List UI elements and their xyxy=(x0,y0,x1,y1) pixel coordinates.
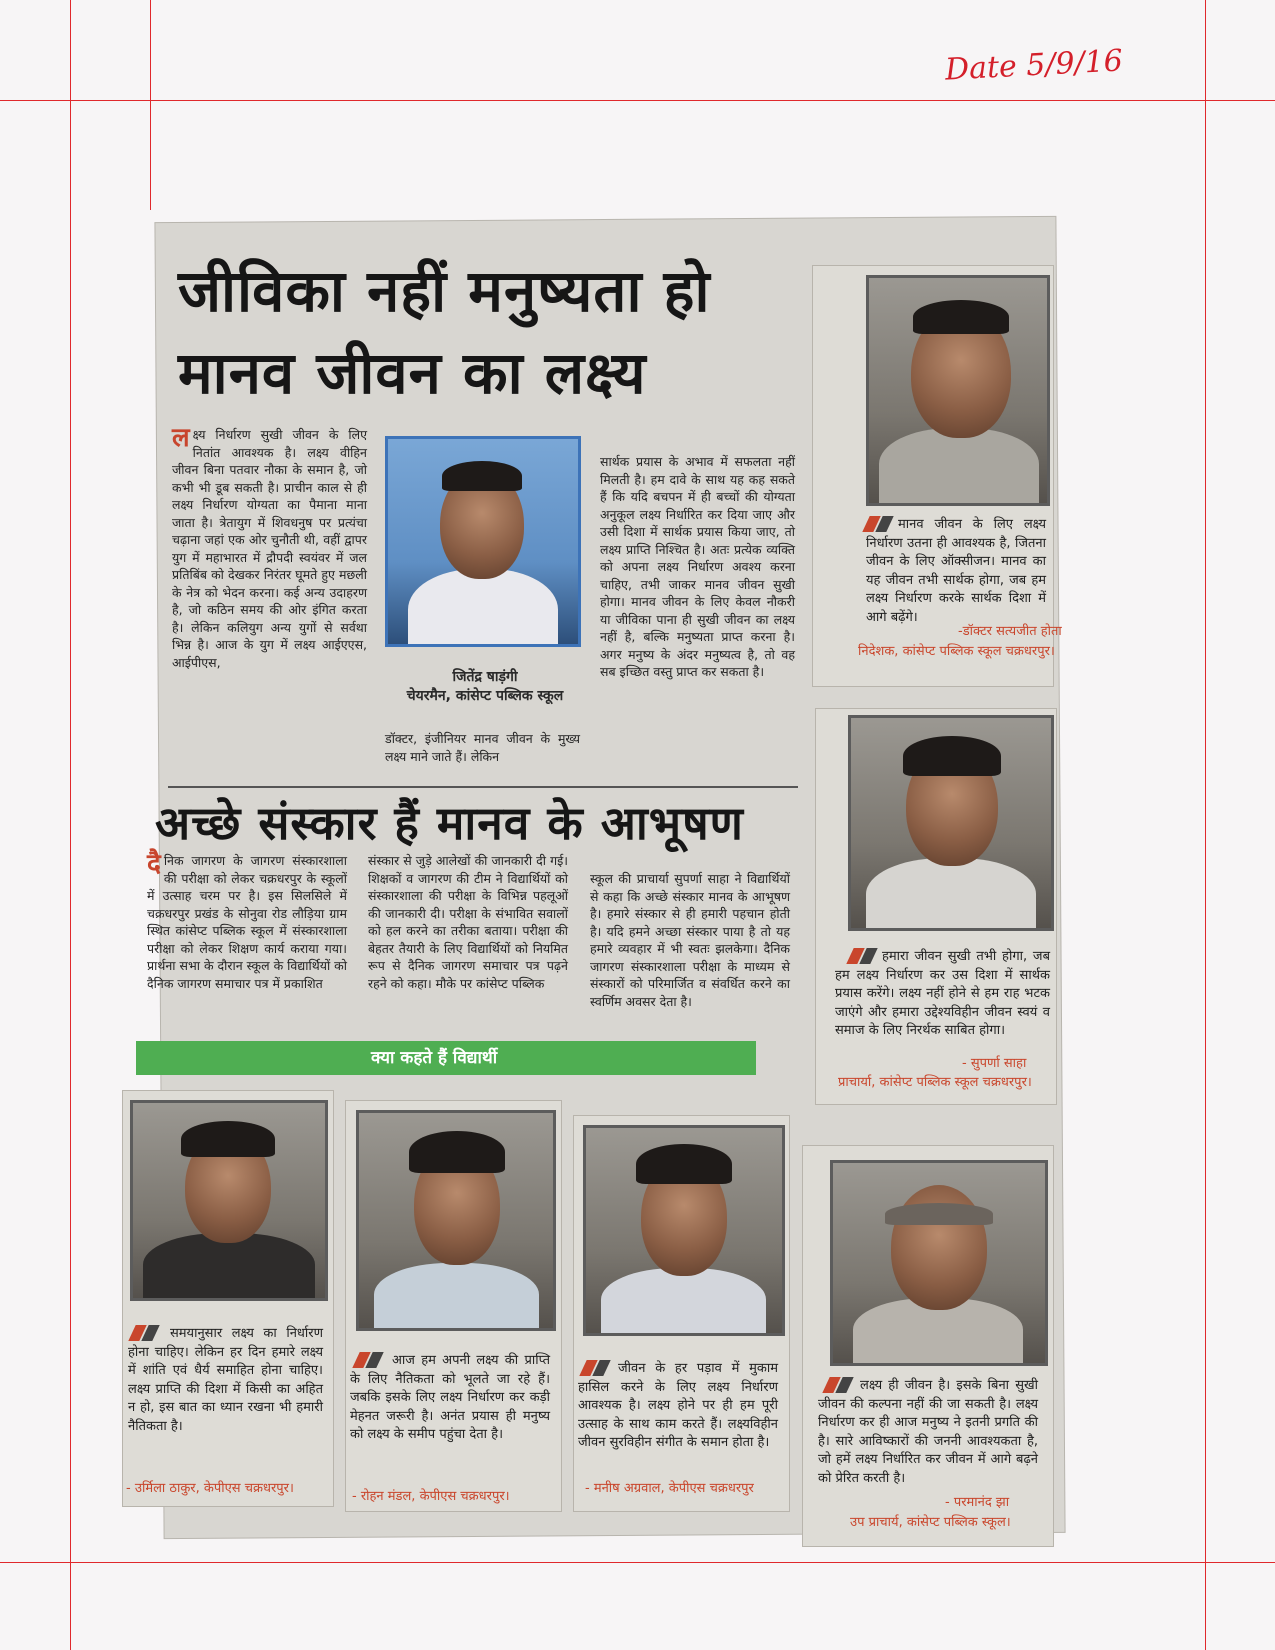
student-photo-1-uniform xyxy=(143,1233,315,1301)
student-quote-3-text: जीवन के हर पड़ाव में मुकाम हासिल करने के लिए लक्ष्य निर्धारण आवश्यक है। लक्ष्य होने पर ही हम पूरी उत्साह के साथ काम करते हैं। लक्ष्यविहीन जीवन सुरविहीन संगीत के समान होता है। xyxy=(578,1361,778,1450)
article1-col1-text: क्ष्य निर्धारण सुखी जीवन के लिए नितांत आवश्यक है। लक्ष्य वीहिन जीवन बिना पतवार नौका के समान है, जो कभी भी डूब सकती है। प्राचीन काल से ही लक्ष्य निर्धारण योग्यता का पैमाना माना जाता है। त्रेतायुग में शिवधनुष पर प्रत्यंचा चढ़ाना जहां एक ओर चुनौती थी, वहीं द्वापर युग में महाभारत में द्रौपदी स्वयंवर में जल प्रतिबिंब को देखकर निरंतर घूमते हुए मछली के नेत्र को भेदन करना। कई अन्य उदाहरण है, जो कठिन समय की ओर इंगित करता है। लेकिन कलियुग अन्य युगों से सर्वथा भिन्न है। आज के युग में लक्ष्य आईएएस, आईपीएस, xyxy=(172,427,367,670)
side-quote-2-text: हमारा जीवन सुखी तभी होगा, जब हम लक्ष्य निर्धारण कर उस दिशा में सार्थक प्रयास करेंगे। लक्ष्य नहीं होने से हम राह भटक जाएंगे और हमारा उद्देश्यविहीन जीवन स्वयं व समाज के लिए निरर्थक साबित होगा। xyxy=(835,949,1050,1038)
side-photo-3-hair xyxy=(885,1203,993,1225)
chairman-shirt xyxy=(408,569,558,647)
article1-column-3: सार्थक प्रयास के अभाव में सफलता नहीं मिलती है। हम दावे के साथ यह कह सकते हैं कि यदि बचपन में ही बच्चों की योग्यता अनुकूल लक्ष्य निर्धारित कर दिया जाए और उसी दिशा में सार्थक प्रयास किया जाए, तो लक्ष्य प्राप्ति निश्चित है। अतः प्रत्येक व्यक्ति को अपना लक्ष्य निर्धारण अवश्य करना चाहिए, तभी जाकर मानव जीवन सुखी होगा। मानव जीवन के लिए केवल नौकरी या जीविका पाना ही सुखी जीवन का लक्ष्य नहीं है, बल्कि मनुष्यता प्राप्त करना है। अगर मनुष्य के अंदर मनुष्यत्व है, तो वह सब इच्छित वस्तु प्राप्त कर सकता है। xyxy=(600,454,795,679)
chairman-caption xyxy=(385,668,585,706)
chairman-title: चेयरमैन, कांसेप्ट पब्लिक स्कूल xyxy=(406,688,564,704)
side-photo-2 xyxy=(848,715,1054,931)
margin-line-left xyxy=(70,0,71,1650)
side-photo-1 xyxy=(866,275,1050,506)
article2-column-3: स्कूल की प्राचार्या सुपर्णा साहा ने विद्यार्थियों से कहा कि अच्छे संस्कार मानव के आभूषण है। हमारे संस्कार से ही हमारी पहचान होती है। यदि हमने अच्छा संस्कार पाया है तो यह हमारे व्यवहार में भी स्वतः झलकेगा। दैनिक जागरण संस्कारशाला परीक्षा के माध्यम से संस्कारों को परिमार्जित व संवर्धित करने का स्वर्णिम अवसर देता है। xyxy=(590,871,790,1009)
chairman-name: जितेंद्र षाड़ंगी xyxy=(452,669,518,685)
student-photo-2-hair xyxy=(409,1131,505,1173)
student-photo-1-hair xyxy=(181,1121,275,1157)
article1-headline-line2: मानव जीवन का लक्ष्य xyxy=(178,339,647,407)
side-quote-1-name: -डॉक्टर सत्यजीत होता xyxy=(958,624,1062,639)
side-quote-2-name: - सुपर्णा साहा xyxy=(962,1056,1027,1071)
article1-dropcap: ल xyxy=(172,423,190,453)
side-quote-1-title: निदेशक, कांसेप्ट पब्लिक स्कूल चक्रधरपुर। xyxy=(858,644,1055,659)
student-photo-2 xyxy=(356,1110,556,1331)
handwritten-date: Date 5/9/16 xyxy=(944,43,1124,88)
article2-col1-text: निक जागरण के जागरण संस्कारशाला की परीक्षा को लेकर चक्रधरपुर के स्कूलों में उत्साह चरम पर है। इस सिलसिले में चक्रधरपुर प्रखंड के सोनुवा रोड लौड़िया ग्राम स्थित कांसेप्ट पब्लिक स्कूल में संस्कारशाला परीक्षा को लेकर शिक्षण कार्य कराया गया। प्रार्थना सभा के दौरान स्कूल के विद्यार्थियों को दैनिक जागरण समाचार पत्र में प्रकाशित xyxy=(147,853,347,991)
article2-dropcap: दै xyxy=(147,849,161,879)
article1-headline-line1: जीविका नहीं मनुष्यता हो xyxy=(178,257,711,325)
margin-line-right xyxy=(1205,0,1206,1650)
article2-column-1 xyxy=(147,849,347,992)
student-quote-2-attribution: - रोहन मंडल, केपीएस चक्रधरपुर। xyxy=(352,1489,510,1504)
student-photo-1 xyxy=(130,1100,328,1301)
side-photo-2-clothes xyxy=(866,858,1036,931)
side-quote-3-title: उप प्राचार्य, कांसेप्ट पब्लिक स्कूल। xyxy=(850,1515,1011,1530)
student-photo-3 xyxy=(583,1125,785,1336)
chairman-hair xyxy=(442,461,522,491)
side-quote-1-text: मानव जीवन के लिए लक्ष्य निर्धारण उतना ही आवश्यक है, जितना जीवन के लिए ऑक्सीजन। मानव का यह जीवन तभी सार्थक होगा, जब हम लक्ष्य निर्धारण करके सार्थक दिशा में आगे बढ़ेंगे। xyxy=(866,517,1046,625)
article2-headline: अच्छे संस्कार हैं मानव के आभूषण xyxy=(155,796,744,850)
student-quote-2-text: आज हम अपनी लक्ष्य की प्राप्ति के लिए नैतिकता को भूलते जा रहे हैं। जबकि इसके लिए लक्ष्य निर्धारण कर कड़ी मेहनत जरूरी है। अनंत प्रयास ही मनुष्य को लक्ष्य के समीप पहुंचा देता है। xyxy=(350,1353,550,1442)
student-photo-3-shirt xyxy=(601,1268,766,1336)
student-quote-3-attribution: - मनीष अग्रवाल, केपीएस चक्रधरपुर xyxy=(585,1481,754,1496)
side-quote-3-text: लक्ष्य ही जीवन है। इसके बिना सुखी जीवन की कल्पना नहीं की जा सकती है। लक्ष्य निर्धारण कर ही आज मनुष्य ने इतनी प्रगति की है। सारे आविष्कारों की जननी आवश्यकता है, जो हमें लक्ष्य निर्धारित कर जीवन में आगे बढ़ने को प्रेरित करती है। xyxy=(818,1378,1038,1486)
side-photo-3 xyxy=(830,1160,1048,1366)
side-quote-3-name: - परमानंद झा xyxy=(945,1495,1010,1510)
article1-column-2: डॉक्टर, इंजीनियर मानव जीवन के मुख्य लक्ष्य माने जाते हैं। लेकिन xyxy=(385,731,580,764)
side-photo-1-shirt xyxy=(879,428,1039,506)
margin-line-bottom xyxy=(0,1562,1275,1563)
students-section-banner xyxy=(136,1041,756,1075)
student-photo-2-shirt xyxy=(374,1263,539,1331)
article1-column-1 xyxy=(172,423,367,671)
article-divider xyxy=(168,786,798,788)
student-quote-1-attribution: - उर्मिला ठाकुर, केपीएस चक्रधरपुर। xyxy=(126,1481,294,1496)
article2-column-2: संस्कार से जुड़े आलेखों की जानकारी दी गई। शिक्षकों व जागरण की टीम ने विद्यार्थियों को संस्कारशाला की परीक्षा के विभिन्न पहलूओं की जानकारी दी। परीक्षा के संभावित सवालों को हल करने का तरीका बताया। परीक्षा की बेहतर तैयारी के लिए विद्यार्थियों को नियमित रूप से दैनिक जागरण समाचार पत्र पढ़ने रहने को कहा। मौके पर कांसेप्ट पब्लिक xyxy=(368,853,568,991)
margin-line-left-outer xyxy=(150,0,151,210)
chairman-photo xyxy=(385,436,581,647)
side-quote-2-title: प्राचार्या, कांसेप्ट पब्लिक स्कूल चक्रधरपुर। xyxy=(838,1075,1032,1090)
side-photo-1-hair xyxy=(913,300,1009,334)
student-photo-3-hair xyxy=(636,1144,732,1184)
student-quote-1-text: समयानुसार लक्ष्य का निर्धारण होना चाहिए। लेकिन हर दिन हमारे लक्ष्य में शांति एवं धैर्य समाहित होना चाहिए। लक्ष्य प्राप्ति की दिशा में किसी का अहित न हो, इस बात का ध्यान रखना भी हमारी नैतिकता है। xyxy=(128,1326,323,1434)
margin-line-top xyxy=(0,100,1275,101)
side-photo-2-hair xyxy=(903,736,1001,776)
students-section-label: क्या कहते हैं विद्यार्थी xyxy=(371,1048,498,1068)
